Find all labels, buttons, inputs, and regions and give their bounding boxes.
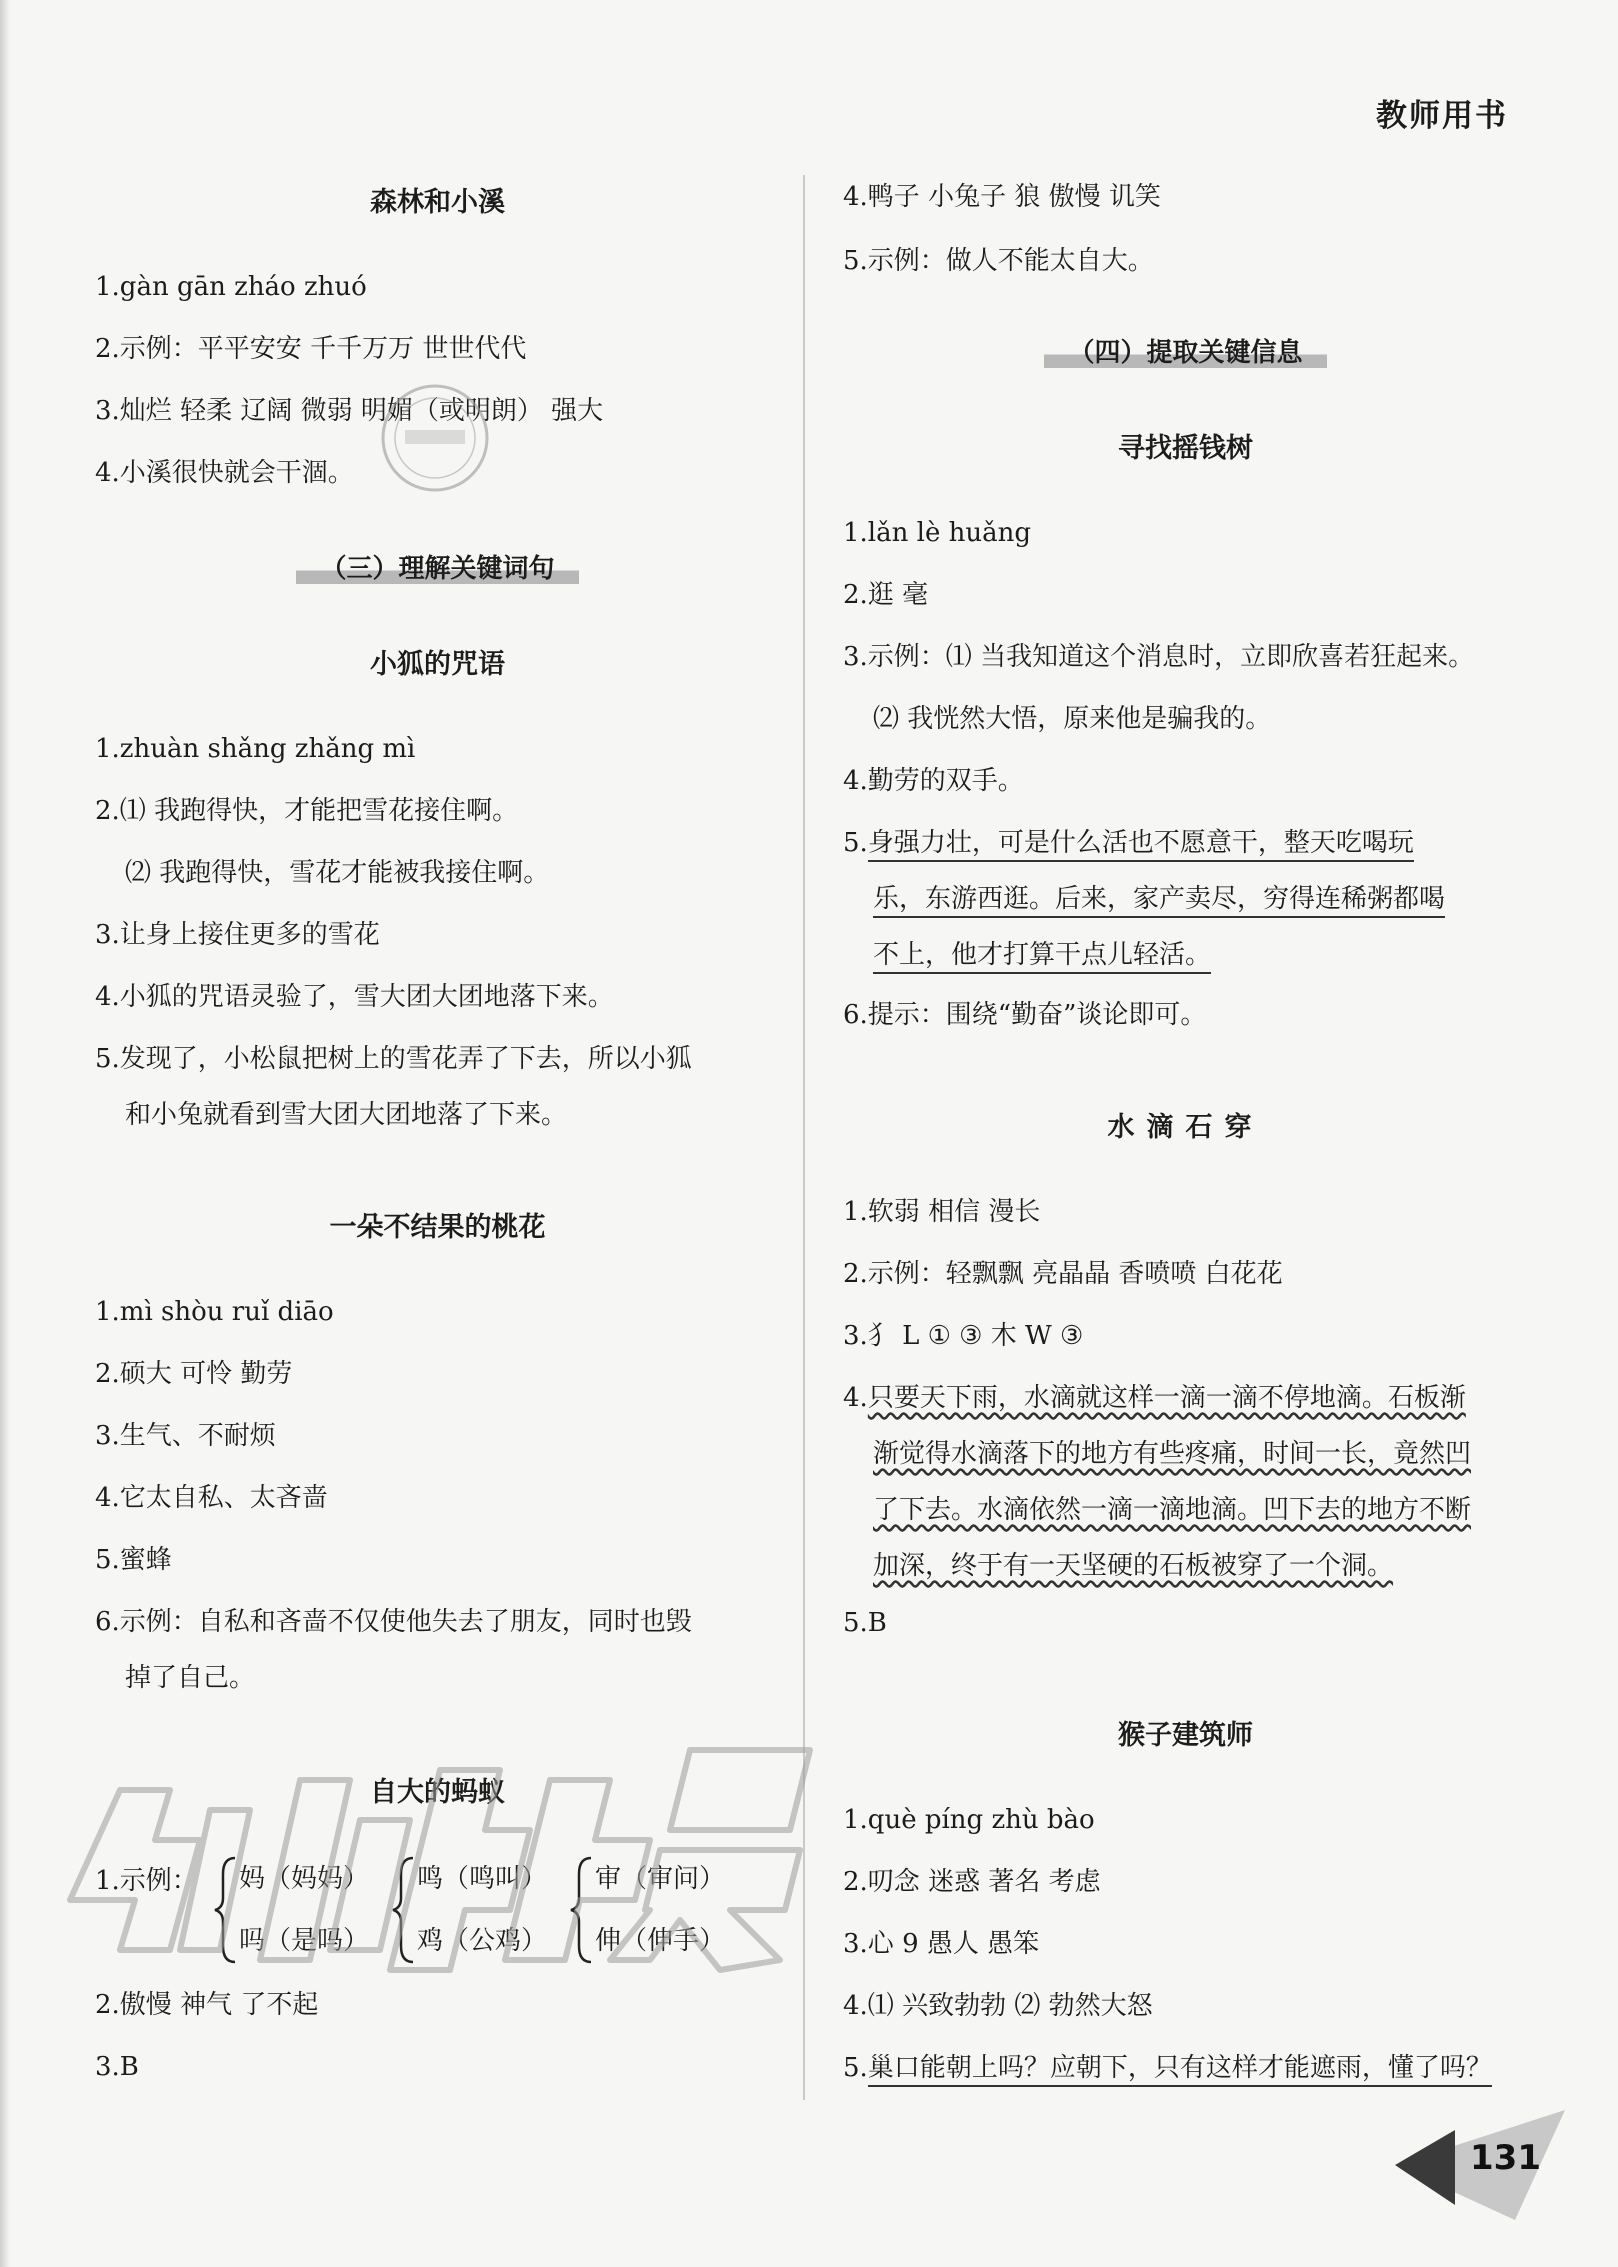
section-title-money-tree: 寻找摇钱树 [1118, 433, 1253, 464]
answer-line: 4.它太自私、太吝啬 [95, 1483, 328, 1513]
answer-line: 2.傲慢 神气 了不起 [95, 1990, 319, 2020]
answer-line-wavy [843, 1379, 1528, 1417]
answer-line: 5.B [843, 1608, 887, 1638]
underlined-text: 乐，东游西逛。后来，家产卖尽，穷得连稀粥都喝 [873, 884, 1445, 918]
wavy-underlined-text: 只要天下雨，水滴就这样一滴一滴不停地滴。石板渐 [867, 1383, 1466, 1413]
section-title-forest-stream: 森林和小溪 [370, 187, 505, 218]
page-edge-shadow [0, 0, 10, 2267]
item-number: 4. [843, 1383, 868, 1413]
answer-line-underlined [843, 936, 1528, 974]
answer-line: 1.zhuàn shǎng zhǎng mì [95, 734, 416, 764]
answer-line: ⑵ 我跑得快，雪花才能被我接住啊。 [125, 858, 550, 888]
answer-line: 5.蜜蜂 [95, 1545, 172, 1575]
answer-line: 3.心 9 愚人 愚笨 [843, 1929, 1040, 1959]
brace-item: 伸（伸手） [595, 1926, 726, 1956]
answer-line: 3.⺨ L ① ③ 木 W ③ [843, 1321, 1084, 1351]
item-number: 5. [843, 2053, 868, 2083]
answer-line-underlined [843, 880, 1528, 918]
answer-line: 4.勤劳的双手。 [843, 766, 1024, 796]
answer-line: 3.示例：⑴ 当我知道这个消息时，立即欣喜若狂起来。 [843, 642, 1475, 672]
brace-groups [95, 1850, 780, 1970]
answer-line: 1.què píng zhù bào [843, 1805, 1095, 1835]
brace-item: 妈（妈妈） [239, 1864, 370, 1894]
section-heading-wrap [843, 332, 1528, 373]
answer-line: 6.提示：围绕“勤奋”谈论即可。 [843, 1000, 1207, 1030]
answer-line-wavy [843, 1435, 1528, 1473]
wavy-underlined-text: 了下去。水滴依然一滴一滴地滴。凹下去的地方不断 [873, 1495, 1472, 1525]
wavy-underlined-text: 渐觉得水滴落下的地方有些疼痛，时间一长，竟然凹 [873, 1439, 1472, 1469]
answer-line: 4.鸭子 小兔子 狼 傲慢 讥笑 [843, 182, 1161, 212]
section-title-monkey-architect: 猴子建筑师 [1118, 1720, 1253, 1751]
answer-line: 3.让身上接住更多的雪花 [95, 920, 380, 950]
underlined-text: 身强力壮，可是什么活也不愿意干，整天吃喝玩 [868, 828, 1414, 862]
answer-line: 和小兔就看到雪大团大团地落了下来。 [125, 1100, 568, 1130]
section-heading-four: （四）提取关键信息 [1044, 332, 1326, 373]
answer-line: 2.示例：轻飘飘 亮晶晶 香喷喷 白花花 [843, 1259, 1283, 1289]
answer-line: 1.gàn gān zháo zhuó [95, 272, 367, 302]
section-heading-three: （三）理解关键词句 [296, 548, 578, 589]
underlined-text: 巢口能朝上吗？应朝下，只有这样才能遮雨，懂了吗？ [868, 2053, 1492, 2087]
item-number: 5. [843, 828, 868, 858]
answer-line: 3.生气、不耐烦 [95, 1421, 276, 1451]
answer-line: 2.叨念 迷惑 著名 考虑 [843, 1867, 1101, 1897]
answer-line: 1.lǎn lè huǎng [843, 518, 1031, 548]
answer-line: 3.B [95, 2052, 139, 2082]
brace-item: 鸣（鸣叫） [417, 1864, 548, 1894]
answer-line: 2.硕大 可怜 勤劳 [95, 1359, 293, 1389]
wavy-underlined-text: 加深，终于有一天坚硬的石板被穿了一个洞。 [873, 1551, 1394, 1581]
section-title-peach-flower: 一朵不结果的桃花 [329, 1212, 546, 1243]
answer-line: 5.示例：做人不能太自大。 [843, 246, 1154, 276]
answer-line-wavy [843, 1547, 1528, 1585]
section-title-proud-ant: 自大的蚂蚁 [370, 1777, 505, 1808]
brace-item: 吗（是吗） [239, 1926, 370, 1956]
seal-stamp-icon [375, 378, 495, 498]
section-heading-wrap [95, 548, 780, 589]
page-header: 教师用书 [1376, 98, 1508, 134]
section-title-water-drop: 水滴石穿 [1107, 1112, 1264, 1143]
page-number: 131 [1470, 2138, 1541, 2178]
section-title-fox-spell: 小狐的咒语 [370, 649, 505, 680]
answer-line-brace-label: 1.示例： [95, 1866, 198, 1896]
answer-line: 1.mì shòu ruǐ diāo [95, 1297, 334, 1327]
answer-line: 1.软弱 相信 漫长 [843, 1197, 1041, 1227]
answer-line: 2.⑴ 我跑得快，才能把雪花接住啊。 [95, 796, 519, 826]
answer-line: 5.发现了，小松鼠把树上的雪花弄了下去，所以小狐 [95, 1044, 692, 1074]
answer-line: 6.示例：自私和吝啬不仅使他失去了朋友，同时也毁 [95, 1607, 692, 1637]
answer-line: 掉了自己。 [125, 1663, 256, 1693]
brace-item: 鸡（公鸡） [417, 1926, 548, 1956]
answer-line: 4.小溪很快就会干涸。 [95, 458, 354, 488]
answer-line-wavy [843, 1491, 1528, 1529]
underlined-text: 不上，他才打算干点儿轻活。 [873, 940, 1211, 974]
answer-line: 3.灿烂 轻柔 辽阔 微弱 明媚（或明朗） 强大 [95, 396, 604, 426]
column-divider [803, 175, 805, 2100]
answer-line: 4.⑴ 兴致勃勃 ⑵ 勃然大怒 [843, 1991, 1153, 2021]
answer-line: 2.示例：平平安安 千千万万 世世代代 [95, 334, 527, 364]
answer-line: 4.小狐的咒语灵验了，雪大团大团地落下来。 [95, 982, 614, 1012]
answer-line-underlined [843, 2049, 1528, 2087]
answer-line-underlined [843, 824, 1528, 862]
brace-item: 审（审问） [595, 1864, 726, 1894]
answer-line: ⑵ 我恍然大悟，原来他是骗我的。 [873, 704, 1272, 734]
answer-line: 2.逛 毫 [843, 580, 929, 610]
